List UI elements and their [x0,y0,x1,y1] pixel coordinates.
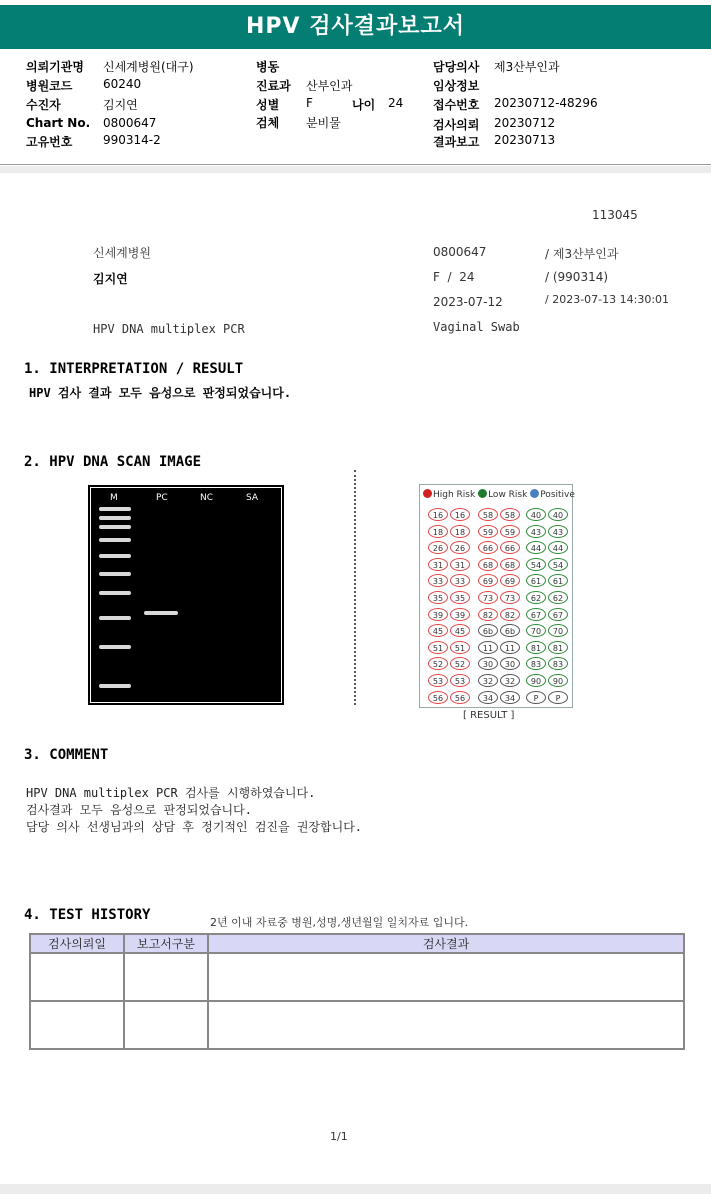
section1-title: 1. INTERPRETATION / RESULT [24,361,244,377]
hpv-type-oval: 26 [428,541,448,554]
label-hospital-code: 병원코드 [26,79,73,93]
hpv-type-oval: 44 [526,541,546,554]
hpv-type-oval: 52 [428,657,448,670]
report-code: 113045 [592,208,638,222]
value-sex: F [306,96,313,110]
hpv-type-oval: 18 [450,525,470,538]
value-specimen: 분비물 [306,116,341,130]
label-hospital: 의뢰기관명 [26,60,84,74]
th-request-date: 검사의뢰일 [30,934,124,953]
hpv-type-oval: 73 [500,591,520,604]
report-time: / 2023-07-13 14:30:01 [545,293,670,306]
hpv-type-oval: 30 [500,657,520,670]
hpv-type-oval: 51 [450,641,470,654]
hpv-type-oval: 59 [478,525,498,538]
hpv-type-oval: 53 [450,674,470,687]
label-receipt-no: 접수번호 [433,98,480,112]
marker-band [99,538,131,542]
value-hospital: 신세계병원(대구) [103,60,194,74]
hpv-type-oval: 11 [478,641,498,654]
label-doctor: 담당의사 [433,60,480,74]
legend-positive: Positive [540,490,575,500]
hpv-type-oval: 90 [548,674,568,687]
hpv-type-oval: 26 [450,541,470,554]
header-divider [0,164,711,165]
value-doctor: 제3산부인과 [494,60,560,74]
report-date: 2023-07-12 [433,295,503,309]
hpv-type-oval: 66 [478,541,498,554]
hpv-type-oval: 59 [500,525,520,538]
label-report-date: 결과보고 [433,135,480,149]
hpv-type-oval: P [548,691,568,704]
hpv-type-oval: 31 [450,558,470,571]
marker-band [99,554,131,558]
value-chart-no: 0800647 [103,116,157,130]
hpv-type-oval: 83 [526,657,546,670]
label-chart-no: Chart No. [26,116,91,130]
value-age: 24 [388,96,404,110]
result-panel [419,484,573,708]
hpv-type-oval: 82 [500,608,520,621]
hpv-type-oval: 6b [500,624,520,637]
hpv-type-oval: 32 [500,674,520,687]
hpv-type-oval: 44 [548,541,568,554]
gel-lane-sa: SA [246,493,259,503]
hpv-type-oval: 45 [428,624,448,637]
comment-line-2: 검사결과 모두 음성으로 판정되었습니다. [26,803,252,817]
history-table [29,933,685,1050]
section2-title: 2. HPV DNA SCAN IMAGE [24,454,202,470]
hpv-type-oval: 35 [450,591,470,604]
gel-lane-pc: PC [156,493,168,503]
hpv-type-oval: 68 [478,558,498,571]
report-specimen: Vaginal Swab [433,320,520,334]
hpv-type-oval: P [526,691,546,704]
pc-band [144,611,178,615]
scan-divider [354,470,356,705]
hpv-type-oval: 62 [548,591,568,604]
low-risk-dot [478,489,487,498]
hpv-type-oval: 40 [526,508,546,521]
hpv-type-oval: 43 [526,525,546,538]
table-row [30,1001,684,1049]
marker-band [99,616,131,620]
positive-dot [530,489,539,498]
value-patient: 김지연 [103,98,138,112]
section3-title: 3. COMMENT [24,747,109,763]
legend-low-risk: Low Risk [488,490,528,500]
legend-high-risk: High Risk [433,490,476,500]
hpv-type-oval: 32 [478,674,498,687]
hpv-type-oval: 58 [478,508,498,521]
hpv-type-oval: 81 [548,641,568,654]
label-patient: 수진자 [26,98,61,112]
hpv-type-oval: 62 [526,591,546,604]
hpv-type-oval: 69 [500,574,520,587]
hpv-type-oval: 34 [478,691,498,704]
hpv-type-oval: 54 [548,558,568,571]
value-report-date: 20230713 [494,133,556,147]
report-hospital: 신세계병원 [93,246,151,260]
table-row [30,953,684,1001]
label-department: 진료과 [256,79,291,93]
hpv-type-oval: 54 [526,558,546,571]
label-sex: 성별 [256,98,280,112]
hpv-type-oval: 51 [428,641,448,654]
hpv-type-oval: 81 [526,641,546,654]
hpv-type-oval: 35 [428,591,448,604]
history-note: 2년 이내 자료중 병원,성명,생년월일 일치자료 입니다. [210,916,469,929]
section4-title: 4. TEST HISTORY [24,907,151,923]
marker-band [99,645,131,649]
label-specimen: 검체 [256,116,280,130]
label-age: 나이 [352,98,376,112]
hpv-type-oval: 18 [428,525,448,538]
marker-band [99,572,131,576]
hpv-type-oval: 16 [428,508,448,521]
marker-band [99,507,131,511]
gel-image [88,485,284,705]
hpv-type-oval: 83 [548,657,568,670]
header-info [0,50,711,165]
hpv-type-oval: 16 [450,508,470,521]
comment-line-3: 담당 의사 선생님과의 상담 후 정기적인 검진을 권장합니다. [26,820,363,834]
history-header-row [30,934,684,953]
hpv-type-oval: 56 [428,691,448,704]
comment-line-1: HPV DNA multiplex PCR 검사를 시행하였습니다. [26,786,316,800]
hpv-type-oval: 70 [526,624,546,637]
hpv-type-oval: 33 [428,574,448,587]
label-ward: 병동 [256,60,280,74]
report-test-name: HPV DNA multiplex PCR [93,322,245,336]
page-number: 1/1 [330,1130,348,1143]
hpv-type-oval: 56 [450,691,470,704]
hpv-type-oval: 31 [428,558,448,571]
report-id-short: / (990314) [545,270,609,284]
hpv-type-oval: 39 [428,608,448,621]
marker-band [99,684,131,688]
high-risk-dot [423,489,432,498]
header-gray-band [0,166,711,173]
hpv-type-oval: 66 [500,541,520,554]
th-report-type: 보고서구분 [124,934,208,953]
hpv-type-oval: 40 [548,508,568,521]
value-hospital-code: 60240 [103,77,142,91]
hpv-type-oval: 90 [526,674,546,687]
hpv-type-oval: 70 [548,624,568,637]
label-unique-no: 고유번호 [26,135,73,149]
hpv-type-oval: 6b [478,624,498,637]
value-request-date: 20230712 [494,116,556,130]
hpv-type-oval: 73 [478,591,498,604]
hpv-type-oval: 39 [450,608,470,621]
hpv-type-oval: 52 [450,657,470,670]
hpv-type-oval: 69 [478,574,498,587]
section1-result: HPV 검사 결과 모두 음성으로 판정되었습니다. [29,386,292,400]
report-chart-no: 0800647 [433,245,487,259]
gel-lane-m: M [110,493,118,503]
hpv-type-oval: 58 [500,508,520,521]
hpv-type-oval: 61 [548,574,568,587]
hpv-type-oval: 67 [548,608,568,621]
value-department: 산부인과 [306,79,353,93]
hpv-type-oval: 11 [500,641,520,654]
marker-band [99,591,131,595]
report-sex-age: F / 24 [433,270,475,284]
value-unique-no: 990314-2 [103,133,161,147]
hpv-type-oval: 67 [526,608,546,621]
hpv-type-oval: 53 [428,674,448,687]
marker-band [99,516,131,520]
report-patient: 김지연 [93,272,128,286]
result-label: [ RESULT ] [463,710,515,721]
hpv-type-oval: 43 [548,525,568,538]
hpv-type-oval: 61 [526,574,546,587]
label-clinical-info: 임상정보 [433,79,480,93]
hpv-type-oval: 34 [500,691,520,704]
hpv-type-oval: 45 [450,624,470,637]
report-dept: / 제3산부인과 [545,247,619,261]
footer-gray-band [0,1184,711,1194]
label-request-date: 검사의뢰 [433,118,480,132]
hpv-type-oval: 68 [500,558,520,571]
gel-lane-nc: NC [200,493,214,503]
legend [423,489,575,500]
report-title: HPV 검사결과보고서 [0,5,711,49]
hpv-type-oval: 33 [450,574,470,587]
hpv-type-oval: 30 [478,657,498,670]
marker-band [99,525,131,529]
value-receipt-no: 20230712-48296 [494,96,598,110]
th-result: 검사결과 [208,934,684,953]
hpv-type-oval: 82 [478,608,498,621]
